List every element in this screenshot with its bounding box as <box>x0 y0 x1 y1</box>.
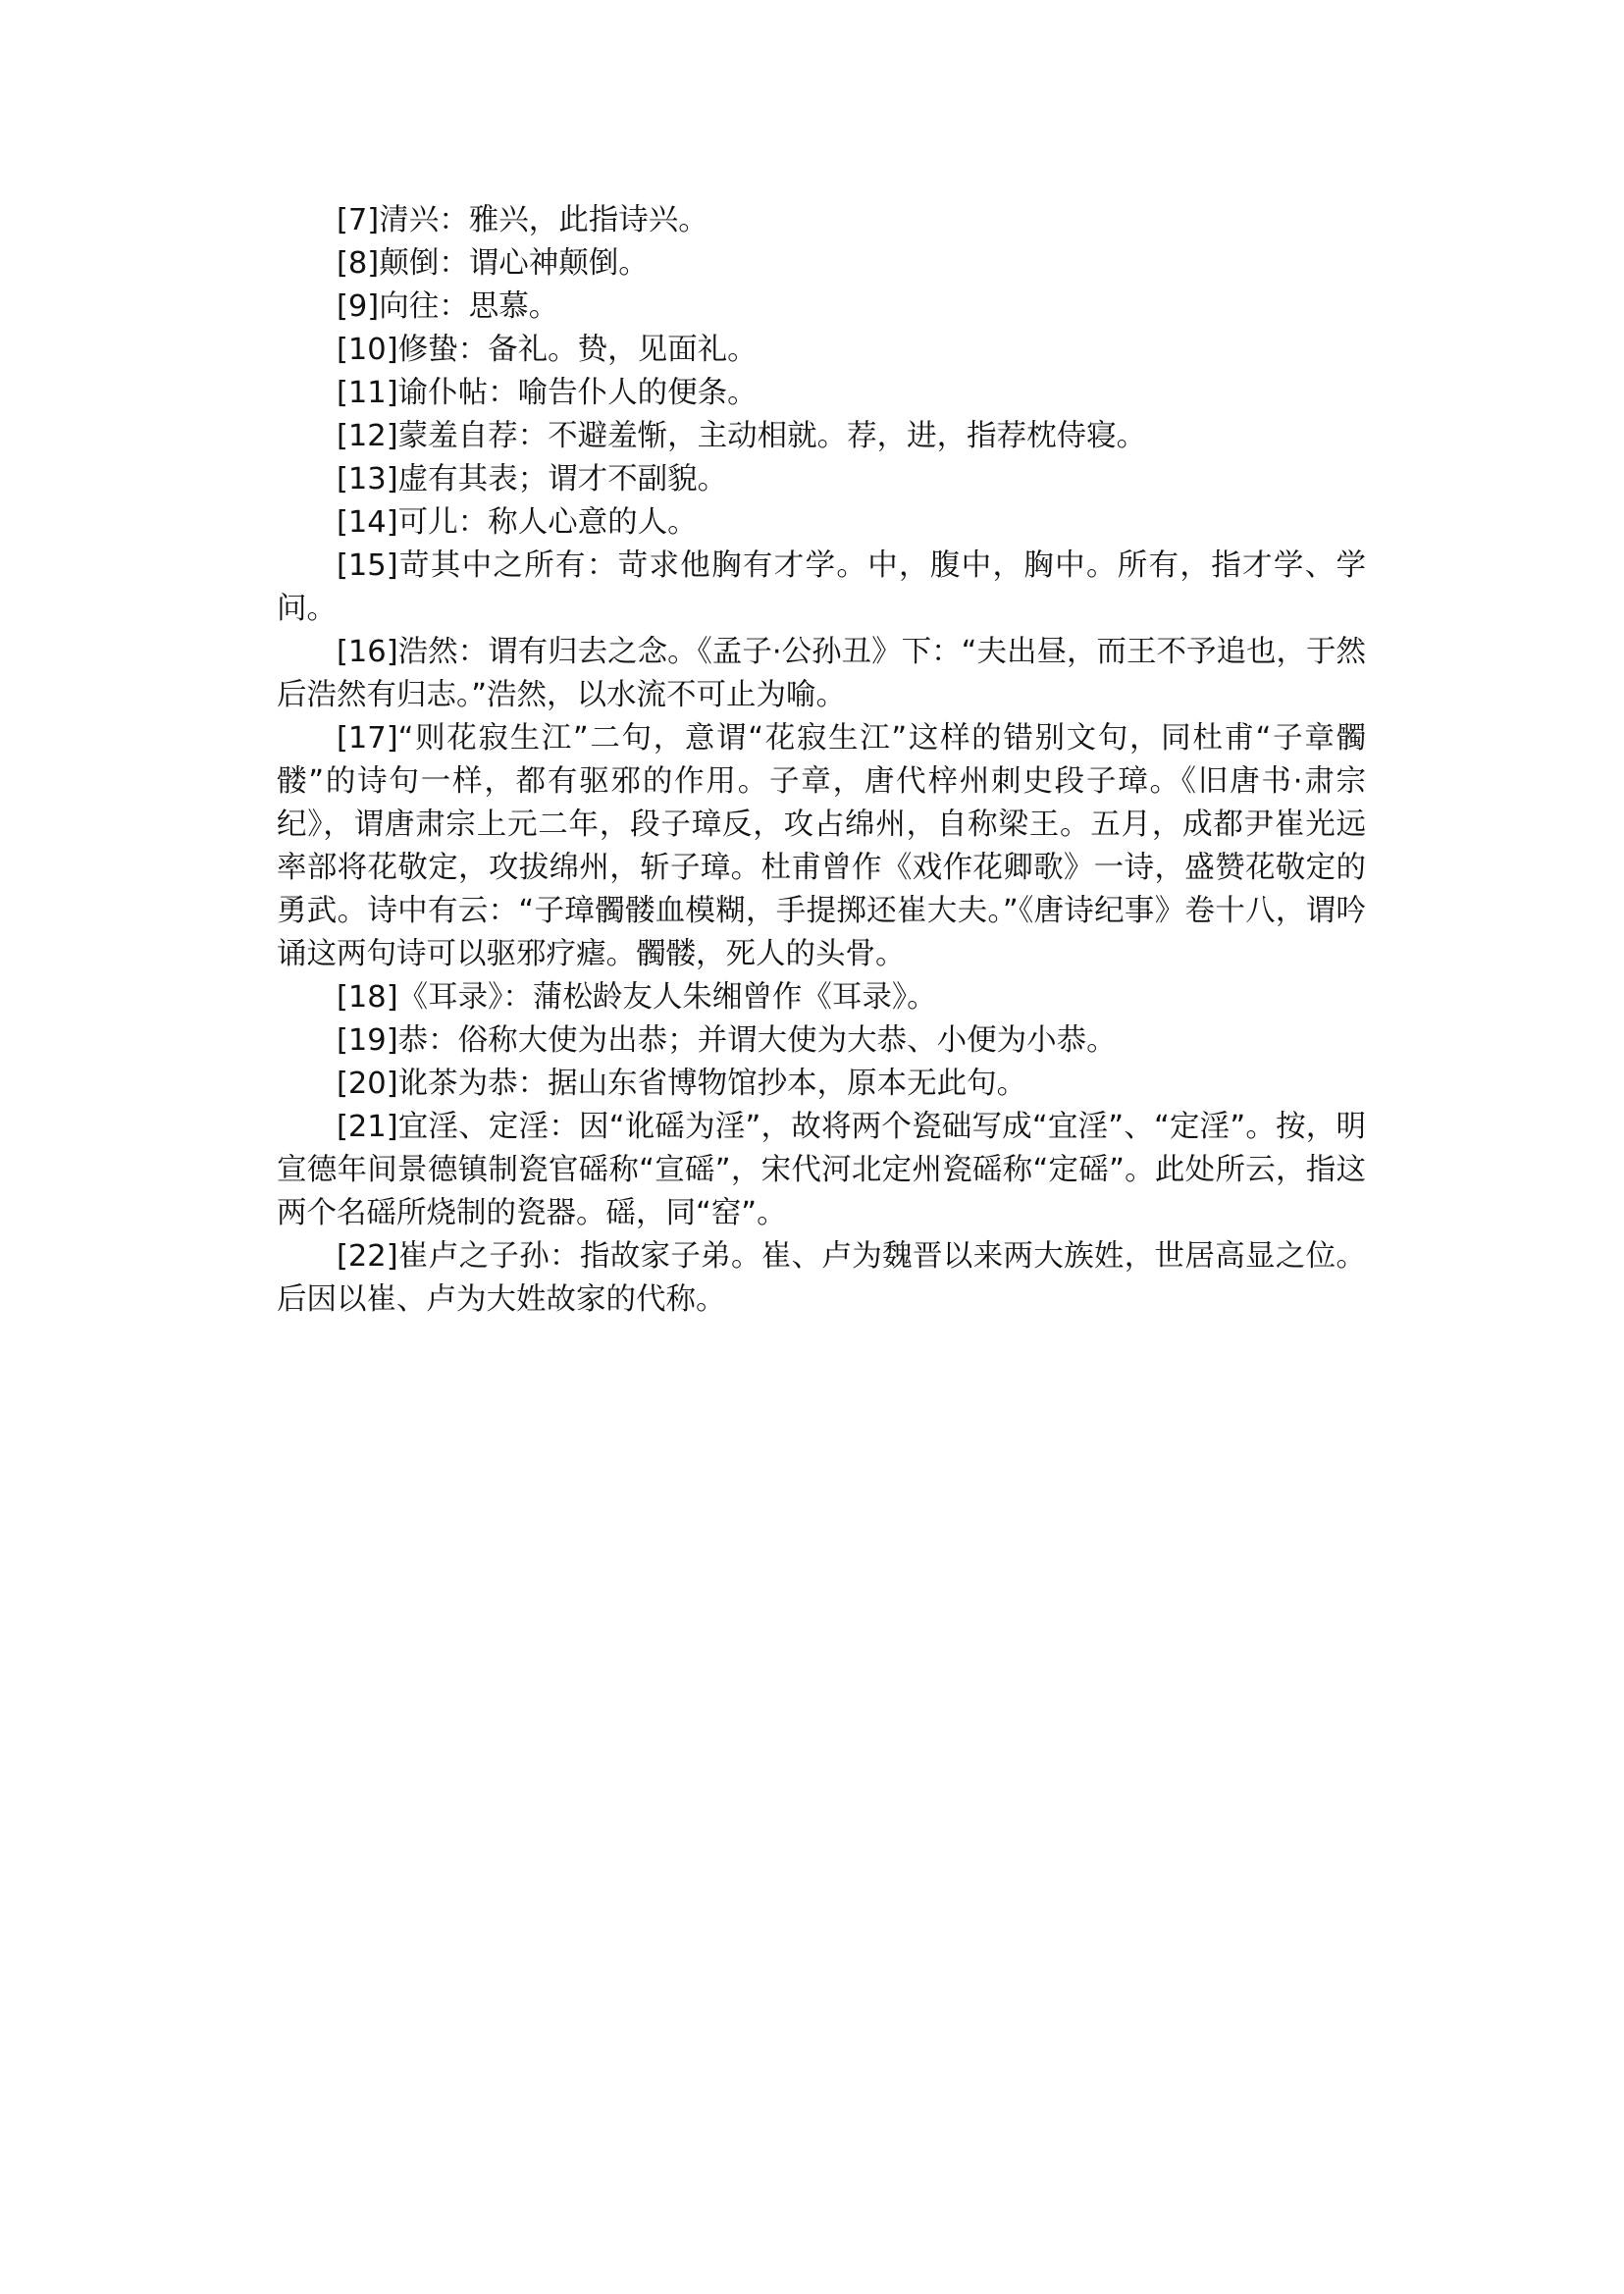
note-14: [14]可儿：称人心意的人。 <box>337 505 698 540</box>
note-17: [17]“则花寂生江”二句，意谓“花寂生江”这样的错别文句，同杜甫“子章髑髅”的诗句一样，都有驱邪的作用。子章，唐代梓州刺史段子璋。《旧唐书·肃宗纪》，谓唐肃宗上元二年，段子璋反，攻占绵州，自称梁王。五月，成都尹崔光远率部将花敬定，攻拔绵州，斩子璋。杜甫曾作《戏作花卿歌》一诗，盛赞花敬定的勇武。诗中有云：“子璋髑髅血模糊，手提掷还崔大夫。”《唐诗纪事》卷十八，谓吟诵这两句诗可以驱邪疗瘧。髑髅，死人的头骨。 <box>277 721 1366 971</box>
note-9: [9]向往：思慕。 <box>337 289 559 324</box>
note-10: [10]修蛰：备礼。贽，见面礼。 <box>337 333 758 367</box>
note-7: [7]清兴：雅兴，此指诗兴。 <box>337 203 708 237</box>
note-11: [11]谕仆帖：喻告仆人的便条。 <box>337 376 758 410</box>
note-13: [13]虚有其表；谓才不副貌。 <box>337 462 728 496</box>
note-8: [8]颠倒：谓心神颠倒。 <box>337 246 649 281</box>
note-16: [16]浩然：谓有归去之念。《孟子·公孙丑》下：“夫出昼，而王不予追也，于然后浩然有归志。”浩然，以水流不可止为喻。 <box>277 635 1366 712</box>
note-21: [21]宜淫、定淫：因“讹磘为淫”，故将两个瓷础写成“宜淫”、“定淫”。按，明宣德年间景德镇制瓷官磘称“宣磘”，宋代河北定州瓷磘称“定磘”。此处所云，指这两个名磘所烧制的瓷器。磘，同“窑”。 <box>277 1110 1366 1230</box>
annotation-notes <box>277 199 1366 1322</box>
note-15: [15]苛其中之所有：苛求他胸有才学。中，腹中，胸中。所有，指才学、学问。 <box>277 548 1366 626</box>
note-12: [12]蒙羞自荐：不避羞惭，主动相就。荐，进，指荐枕侍寝。 <box>337 419 1147 453</box>
note-18: [18]《耳录》：蒲松龄友人朱缃曾作《耳录》。 <box>337 980 937 1015</box>
note-20: [20]讹茶为恭：据山东省博物馆抄本，原本无此句。 <box>337 1067 1027 1101</box>
note-22: [22]崔卢之子孙：指故家子弟。崔、卢为魏晋以来两大族姓，世居高显之位。后因以崔、卢为大姓故家的代称。 <box>277 1239 1366 1317</box>
note-19: [19]恭：俗称大使为出恭；并谓大使为大恭、小便为小恭。 <box>337 1023 1117 1058</box>
